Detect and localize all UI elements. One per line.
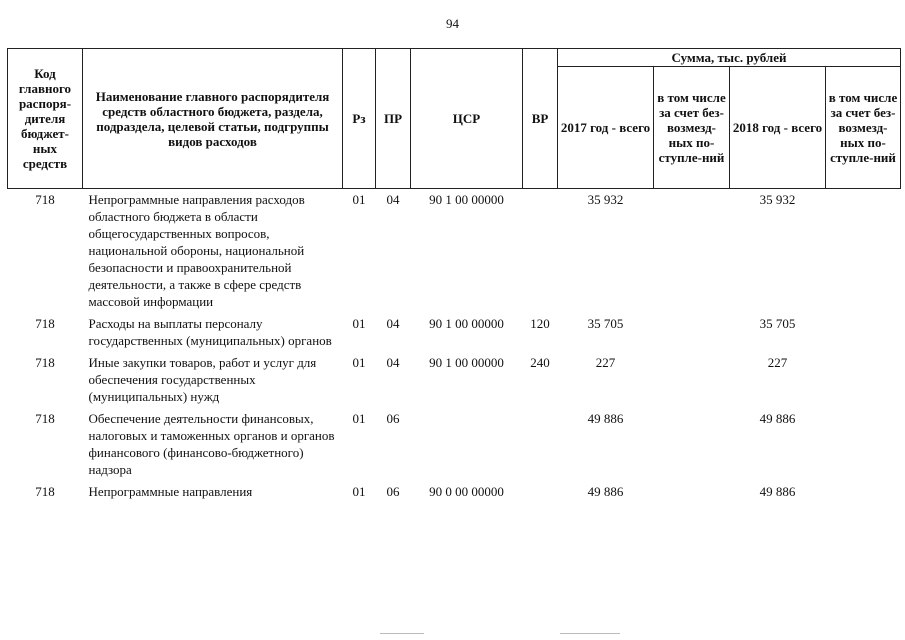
row-pr: 06 — [386, 484, 400, 499]
header-2017-total: 2017 год - всего — [558, 67, 654, 189]
row-2017-total: 227 — [595, 355, 616, 370]
header-csr: ЦСР — [411, 49, 523, 189]
row-pr: 06 — [386, 411, 400, 426]
row-pr: 04 — [386, 316, 400, 331]
row-2018-total: 49 886 — [759, 411, 796, 426]
row-name: Расходы на выплаты персоналу государственных (муниципальных) органов — [88, 316, 332, 348]
row-code: 718 — [35, 411, 55, 426]
row-csr: 90 1 00 00000 — [429, 316, 504, 331]
row-pr: 04 — [386, 192, 400, 207]
row-code: 718 — [35, 316, 55, 331]
scan-artifact-line — [380, 633, 424, 634]
table-row — [8, 408, 901, 481]
row-vr: 240 — [530, 355, 550, 370]
scan-artifact-line — [560, 633, 620, 634]
header-name: Наименование главного распорядителя средств областного бюджета, раздела, подраздела, целевой статьи, подгруппы видов расходов — [83, 49, 343, 189]
header-sum: Сумма, тыс. рублей — [558, 49, 901, 67]
header-2017-free: в том числе за счет без-возмезд-ных по-ступле-ний — [654, 67, 730, 189]
row-2017-free — [654, 481, 730, 503]
row-csr — [411, 408, 523, 481]
row-csr: 90 1 00 00000 — [429, 355, 504, 370]
table-row — [8, 189, 901, 314]
page-number: 94 — [446, 16, 459, 31]
row-2018-free — [826, 481, 901, 503]
row-2018-total: 35 705 — [759, 316, 796, 331]
row-2017-free — [654, 313, 730, 352]
row-code: 718 — [35, 355, 55, 370]
row-2018-total: 227 — [767, 355, 788, 370]
header-rz: Рз — [343, 49, 376, 189]
header-2018-free: в том числе за счет без-возмезд-ных по-ступле-ний — [826, 67, 901, 189]
row-2017-total: 49 886 — [587, 411, 624, 426]
row-vr — [523, 408, 558, 481]
row-2018-total: 49 886 — [759, 484, 796, 499]
row-2017-free — [654, 408, 730, 481]
row-rz: 01 — [352, 484, 366, 499]
budget-table — [7, 48, 901, 503]
row-2018-free — [826, 313, 901, 352]
header-code: Код главного распоря-дителя бюджет-ных средств — [8, 49, 83, 189]
row-2018-free — [826, 352, 901, 408]
row-code: 718 — [35, 484, 55, 499]
row-vr — [523, 189, 558, 314]
row-2017-total: 35 932 — [587, 192, 624, 207]
header-vr: ВР — [523, 49, 558, 189]
table-row — [8, 481, 901, 503]
row-rz: 01 — [352, 411, 366, 426]
row-name: Непрограммные направления расходов областного бюджета в области общегосударственных вопросов, национальной обороны, национальной безопасности и правоохранительной деятельности, а также в сфере средств массовой информации — [88, 192, 305, 309]
row-name: Иные закупки товаров, работ и услуг для обеспечения государственных (муниципальных) нужд — [88, 355, 317, 404]
row-2018-free — [826, 189, 901, 314]
table-row — [8, 352, 901, 408]
row-vr — [523, 481, 558, 503]
row-2018-total: 35 932 — [759, 192, 796, 207]
row-name: Обеспечение деятельности финансовых, налоговых и таможенных органов и органов финансового (финансово-бюджетного) надзора — [88, 411, 335, 477]
row-vr: 120 — [530, 316, 550, 331]
row-name: Непрограммные направления — [88, 484, 253, 499]
row-2017-free — [654, 352, 730, 408]
table-header — [8, 49, 901, 189]
header-pr: ПР — [376, 49, 411, 189]
table-body — [8, 189, 901, 504]
row-rz: 01 — [352, 316, 366, 331]
header-2018-total: 2018 год - всего — [730, 67, 826, 189]
row-rz: 01 — [352, 355, 366, 370]
row-csr: 90 0 00 00000 — [429, 484, 504, 499]
row-2017-total: 35 705 — [587, 316, 624, 331]
row-2018-free — [826, 408, 901, 481]
row-pr: 04 — [386, 355, 400, 370]
table-row — [8, 313, 901, 352]
row-csr: 90 1 00 00000 — [429, 192, 504, 207]
row-code: 718 — [35, 192, 55, 207]
row-rz: 01 — [352, 192, 366, 207]
row-2017-total: 49 886 — [587, 484, 624, 499]
row-2017-free — [654, 189, 730, 314]
